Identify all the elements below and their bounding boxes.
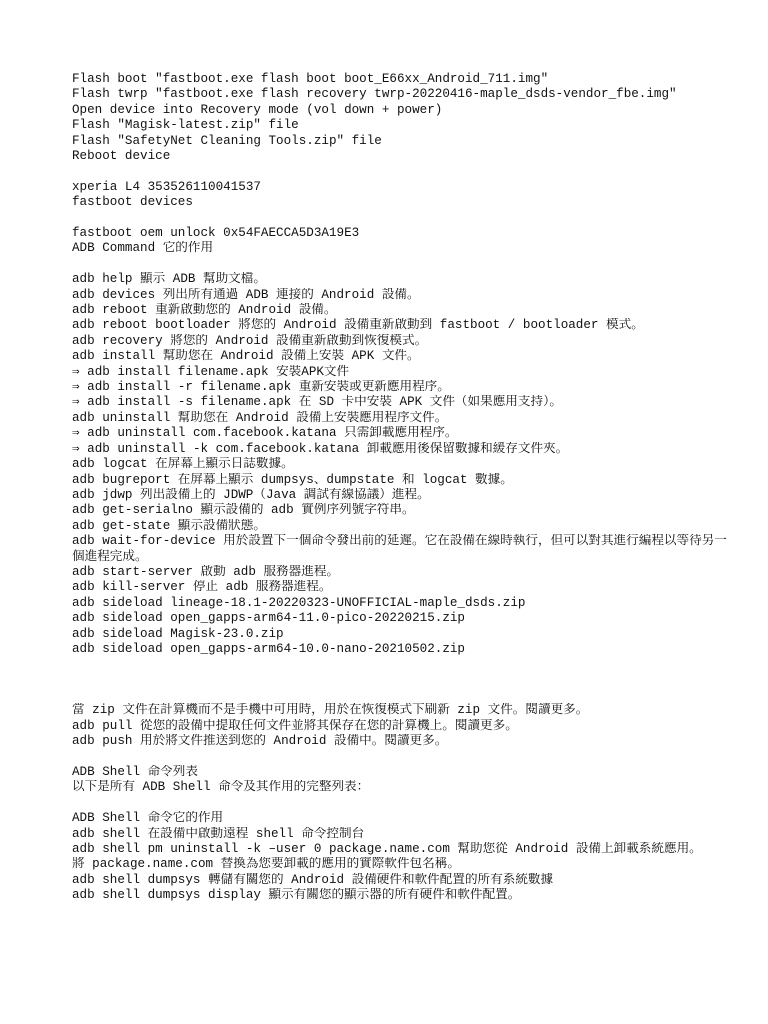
text-line: adb logcat 在屏幕上顯示日誌數據。 bbox=[72, 457, 294, 472]
text-line: ⇒ adb uninstall -k com.facebook.katana 卸載應用後保留數據和緩存文件夾。 bbox=[72, 441, 569, 456]
text-line: adb sideload open_gapps-arm64-10.0-nano-20210502.zip bbox=[72, 641, 465, 656]
blank-line bbox=[72, 796, 728, 811]
text-line: adb help 顯示 ADB 幫助文檔。 bbox=[72, 272, 266, 287]
unlock-block bbox=[72, 226, 728, 257]
text-line: adb bugreport 在屏幕上顯示 dumpsys、dumpstate 和 logcat 數據。 bbox=[72, 472, 513, 487]
device-info-block bbox=[72, 180, 728, 211]
text-line: ⇒ adb install -r filename.apk 重新安裝或更新應用程序。 bbox=[72, 380, 450, 395]
text-line: Flash twrp "fastboot.exe flash recovery twrp-20220416-maple_dsds-vendor_fbe.img" bbox=[72, 87, 677, 102]
text-line: adb shell 在設備中啟動遠程 shell 命令控制台 bbox=[72, 826, 365, 841]
text-line: Reboot device bbox=[72, 149, 171, 164]
text-line: adb kill-server 停止 adb 服務器進程。 bbox=[72, 580, 332, 595]
text-line: 以下是所有 ADB Shell 命令及其作用的完整列表： bbox=[72, 780, 370, 795]
flash-steps-block bbox=[72, 72, 728, 164]
text-line: adb devices 列出所有通過 ADB 連接的 Android 設備。 bbox=[72, 287, 420, 302]
text-line: Open device into Recovery mode (vol down + power) bbox=[72, 102, 443, 117]
text-line: adb install 幫助您在 Android 設備上安裝 APK 文件。 bbox=[72, 349, 420, 364]
text-line: 當 zip 文件在計算機而不是手機中可用時，用於在恢復模式下刷新 zip 文件。閱讀更多。 bbox=[72, 703, 589, 718]
text-line: ⇒ adb uninstall com.facebook.katana 只需卸載應用程序。 bbox=[72, 426, 458, 441]
blank-line bbox=[72, 257, 728, 272]
text-line: adb start-server 啟動 adb 服務器進程。 bbox=[72, 564, 340, 579]
text-line: adb shell dumpsys 轉儲有關您的 Android 設備硬件和軟件配置的所有系統數據 bbox=[72, 872, 554, 887]
adb-commands-block bbox=[72, 272, 728, 657]
text-line: Flash "SafetyNet Cleaning Tools.zip" file bbox=[72, 133, 382, 148]
text-line: adb pull 從您的設備中提取任何文件並將其保存在您的計算機上。閱讀更多。 bbox=[72, 718, 518, 733]
blank-line bbox=[72, 164, 728, 179]
text-line: ADB Shell 命令它的作用 bbox=[72, 811, 224, 826]
shell-commands-block bbox=[72, 811, 728, 903]
text-line: fastboot devices bbox=[72, 195, 193, 210]
text-line: adb reboot 重新啟動您的 Android 設備。 bbox=[72, 303, 337, 318]
text-line: ⇒ adb install filename.apk 安裝APK文件 bbox=[72, 364, 350, 379]
blank-lines bbox=[72, 657, 728, 703]
zip-pull-push-block bbox=[72, 703, 728, 749]
text-line: adb sideload open_gapps-arm64-11.0-pico-20220215.zip bbox=[72, 611, 465, 626]
text-line: xperia L4 353526110041537 bbox=[72, 179, 261, 194]
text-line: adb sideload Magisk-23.0.zip bbox=[72, 626, 284, 641]
blank-line bbox=[72, 750, 728, 765]
text-line: ADB Command 它的作用 bbox=[72, 241, 214, 256]
text-line: adb get-serialno 顯示設備的 adb 實例序列號字符串。 bbox=[72, 503, 415, 518]
text-line: Flash "Magisk-latest.zip" file bbox=[72, 118, 299, 133]
shell-list-heading-block bbox=[72, 765, 728, 796]
text-line: adb wait-for-device 用於設置下一個命令發出前的延遲。它在設備在線時執行，但可以對其進行編程以等待另一個進程完成。 bbox=[72, 534, 727, 564]
text-line: adb uninstall 幫助您在 Android 設備上安裝應用程序文件。 bbox=[72, 410, 448, 425]
text-line: adb get-state 顯示設備狀態。 bbox=[72, 518, 266, 533]
text-line: adb shell dumpsys display 顯示有關您的顯示器的所有硬件和軟件配置。 bbox=[72, 888, 521, 903]
text-line: adb shell pm uninstall -k –user 0 package.name.com 幫助您從 Android 設備上卸載系統應用。 bbox=[72, 842, 702, 857]
blank-line bbox=[72, 211, 728, 226]
text-line: adb reboot bootloader 將您的 Android 設備重新啟動到 fastboot / bootloader 模式。 bbox=[72, 318, 644, 333]
text-line: adb recovery 將您的 Android 設備重新啟動到恢復模式。 bbox=[72, 333, 428, 348]
text-line: fastboot oem unlock 0x54FAECCA5D3A19E3 bbox=[72, 226, 360, 241]
text-line: adb jdwp 列出設備上的 JDWP（Java 調試有線協議）進程。 bbox=[72, 487, 430, 502]
text-line: ADB Shell 命令列表 bbox=[72, 765, 198, 779]
text-line: ⇒ adb install -s filename.apk 在 SD 卡中安裝 APK 文件（如果應用支持）。 bbox=[72, 395, 562, 410]
text-line: 將 package.name.com 替換為您要卸載的應用的實際軟件包名稱。 bbox=[72, 857, 460, 872]
text-line: Flash boot "fastboot.exe flash boot boot_E66xx_Android_711.img" bbox=[72, 72, 549, 86]
text-line: adb push 用於將文件推送到您的 Android 設備中。閱讀更多。 bbox=[72, 734, 448, 749]
text-line: adb sideload lineage-18.1-20220323-UNOFFICIAL-maple_dsds.zip bbox=[72, 595, 526, 610]
